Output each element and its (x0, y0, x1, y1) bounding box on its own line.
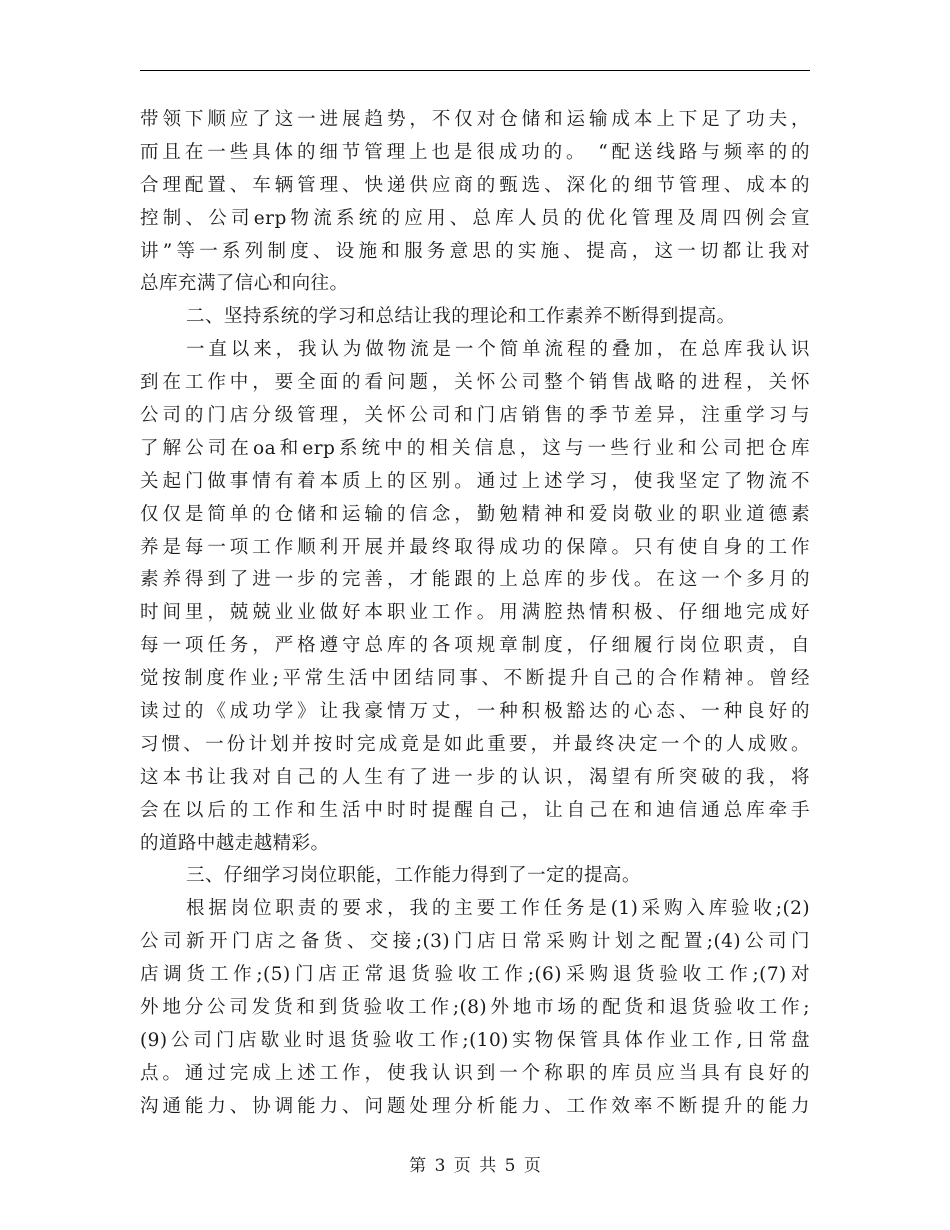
document-body (140, 104, 810, 1124)
text-line: 每一项任务，严格遵守总库的各项规章制度，仔细履行岗位职责，自 (140, 635, 810, 657)
text-line: 习惯、一份计划并按时完成竟是如此重要，并最终决定一个的人成败。 (140, 733, 810, 755)
text-line: 这本书让我对自己的人生有了进一步的认识，渴望有所突破的我，将 (140, 766, 810, 788)
text-line: (9)公司门店歇业时退货验收工作;(10)实物保管具体作业工作,日常盘 (140, 1029, 810, 1051)
text-line: 总库充满了信心和向往。 (140, 273, 349, 295)
text-line: 带领下顺应了这一进展趋势，不仅对仓储和运输成本上下足了功夫， (140, 109, 810, 130)
text-line: 合理配置、车辆管理、快递供应商的甄选、深化的细节管理、成本的 (140, 174, 810, 196)
text-line: 讲”等一系列制度、设施和服务意思的实施、提高，这一切都让我对 (140, 240, 810, 262)
text-line: 会在以后的工作和生活中时时提醒自己，让自己在和迪信通总库牵手 (140, 799, 810, 821)
text-line: 点。通过完成上述工作，使我认识到一个称职的库员应当具有良好的 (140, 1062, 810, 1084)
text-line: 养是每一项工作顺利开展并最终取得成功的保障。只有使自身的工作 (140, 536, 810, 558)
text-line: 沟通能力、协调能力、问题处理分析能力、工作效率不断提升的能力 (140, 1095, 810, 1117)
page-number: 第 3 页 共 5 页 (409, 1156, 541, 1176)
text-line: 素养得到了进一步的完善，才能跟的上总库的步伐。在这一个多月的 (140, 569, 810, 591)
text-line: 一直以来，我认为做物流是一个简单流程的叠加，在总库我认识 (186, 339, 810, 361)
text-line: 公司的门店分级管理，关怀公司和门店销售的季节差异，注重学习与 (140, 405, 810, 427)
text-line: 根据岗位职责的要求，我的主要工作任务是(1)采购入库验收;(2) (186, 898, 810, 920)
text-line: 二、坚持系统的学习和总结让我的理论和工作素养不断得到提高。 (186, 306, 736, 328)
text-line: 仅仅是简单的仓储和运输的信念，勤勉精神和爱岗敬业的职业道德素 (140, 503, 810, 525)
text-line: 关起门做事情有着本质上的区别。通过上述学习，使我坚定了物流不 (140, 470, 810, 492)
text-line: 公司新开门店之备货、交接;(3)门店日常采购计划之配置;(4)公司门 (140, 931, 810, 953)
text-line: 时间里，兢兢业业做好本职业工作。用满腔热情积极、仔细地完成好 (140, 602, 810, 624)
text-line: 到在工作中，要全面的看问题，关怀公司整个销售战略的进程，关怀 (140, 372, 810, 394)
text-line: 而且在一些具体的细节管理上也是很成功的。 “配送线路与频率的的 (140, 141, 810, 163)
text-line: 的道路中越走越精彩。 (140, 832, 330, 854)
text-line: 外地分公司发货和到货验收工作;(8)外地市场的配货和退货验收工作; (140, 997, 810, 1019)
text-line: 店调货工作;(5)门店正常退货验收工作;(6)采购退货验收工作;(7)对 (140, 964, 810, 986)
text-line: 了解公司在oa和erp系统中的相关信息，这与一些行业和公司把仓库 (140, 437, 810, 459)
header-rule (140, 70, 810, 71)
text-line: 觉按制度作业;平常生活中团结同事、不断提升自己的合作精神。曾经 (140, 668, 810, 690)
text-line: 读过的《成功学》让我豪情万丈，一种积极豁达的心态、一种良好的 (140, 701, 810, 723)
text-line: 三、仔细学习岗位职能，工作能力得到了一定的提高。 (186, 865, 641, 887)
text-line: 控制、公司erp物流系统的应用、总库人员的优化管理及周四例会宣 (140, 207, 810, 229)
